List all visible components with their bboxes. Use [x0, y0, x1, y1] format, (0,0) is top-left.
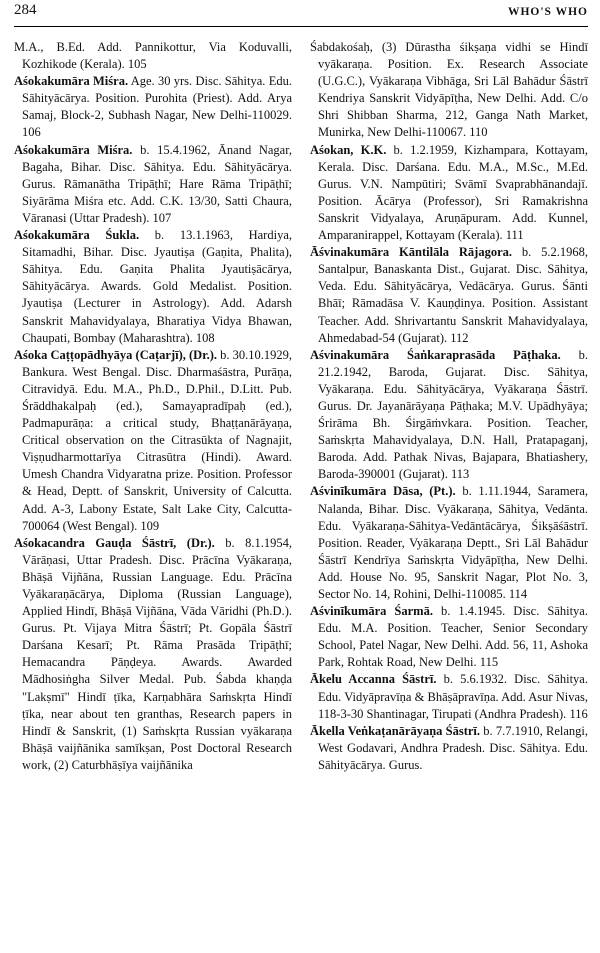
- entry-text: b. 1.11.1944, Saramera, Nalanda, Bihar. Disc. Vyākaraṇa, Sāhitya, Vedānta. Edu. Vyākaraṇa-Sāhitya-Vedāntācārya, Śikṣāśāstrī. Position. Reader, Vyākaraṇa Deptt., Sri Lāl Bahādur Śāstrī Kendrīya Saṁskṛta Vidyāpīṭha, New Delhi. Add. House No. 95, Sanskrit Nagar, Plot No. 3, Sector No. 14, Rohini, Delhi-110085.: [318, 484, 589, 601]
- directory-entry: [310, 142, 588, 245]
- directory-entry: [14, 347, 292, 535]
- entry-text: Śabdakośaḥ, (3) Dūrastha śikṣaṇa vidhi se Hindī vyākaraṇa. Position. Ex. Research Associate (U.G.C.), Vyākaraṇa Vibhāga, Sri Lāl Bahādur Śāstrī Kendriya Sanskrit Vidyāpīṭha, New Delhi. Add. C/o Shri Shibban Sharma, 212, Ganga Nath Market, Munirka, New Delhi-110067.: [310, 40, 588, 140]
- directory-entry: [310, 603, 588, 671]
- directory-entry: [310, 39, 588, 142]
- entry-number: 106: [22, 125, 41, 140]
- directory-entry: [14, 73, 292, 141]
- entry-name: Aśvinīkumāra Śarmā.: [310, 604, 433, 619]
- entry-name: Āśvinakumāra Kāntilāla Rājagora.: [310, 245, 513, 260]
- entry-number: 111: [505, 228, 524, 243]
- entry-name: Aśvinīkumāra Dāsa, (Pt.).: [310, 484, 456, 499]
- directory-entry: [310, 483, 588, 603]
- entry-name: Aśvinakumāra Śaṅkaraprasāda Pāṭhaka.: [310, 347, 561, 362]
- entry-text: M.A., B.Ed. Add. Pannikottur, Via Koduvalli, Kozhikode (Kerala).: [14, 40, 292, 72]
- directory-entry: [14, 39, 292, 73]
- entry-number: 116: [569, 706, 588, 721]
- running-head: WHO'S WHO: [507, 6, 588, 18]
- directory-entry: [14, 535, 292, 774]
- text-columns: [14, 39, 588, 774]
- entry-number: 109: [140, 518, 160, 533]
- entry-name: Aśokacandra Gauḍa Śāstrī, (Dr.).: [14, 535, 215, 550]
- entry-name: Ākella Veṅkaṭanārāyaṇa Śāstrī.: [310, 723, 481, 738]
- entry-number: 113: [450, 467, 470, 482]
- entry-number: 110: [469, 125, 488, 140]
- entry-text: b. 5.2.1968, Santalpur, Banaskanta Dist., Gujarat. Disc. Sāhitya, Veda. Edu. Sāhityācārya, Vedācārya. Gurus. Śānti Bhāī; Rāmadāsa V. Kauṇḍinya. Position. Assistant Teacher. Add. Shrivartantu Sanskrit Mahavidyalaya, Ahmedabad-54 (Gujarat).: [318, 245, 588, 345]
- entry-name: Aśokakumāra Miśra.: [14, 74, 129, 89]
- entry-number: 112: [450, 330, 469, 345]
- entry-text: b. 1.2.1959, Kizhampara, Kottayam, Kerala. Disc. Darśana. Edu. M.A., M.Sc., M.Ed. Gurus. V.N. Nampūtiri; Svāmī Svaprabhānandajī. Position. Ācārya (Professor), Sri Ramakrishna Sanskrit Vidyalaya, Aruṇāpuram. Add. Kunnel, Amparanirappel, Kottayam (Kerala).: [318, 142, 589, 243]
- entry-name: Aśokakumāra Śukla.: [14, 228, 140, 243]
- entry-number: 105: [127, 57, 147, 72]
- entry-text: Age. 30 yrs. Disc. Sāhitya. Edu. Sāhityācārya. Position. Purohita (Priest). Add. Arya Samaj, Block-2, Subhash Nagar, New Delhi-110029.: [22, 74, 292, 123]
- directory-entry: [310, 671, 588, 722]
- page-number: 284: [14, 2, 37, 18]
- directory-entry: [310, 347, 588, 484]
- entry-text: b. 15.4.1962, Ānand Nagar, Bagaha, Bihar. Disc. Sāhitya. Edu. Sāhityācārya. Gurus. Rāmanātha Tripāṭhī; Hare Rāma Tripāṭhī; Siyārāma Miśra etc. Add. C.K. 13/30, Satti Chaura, Vāranasi (Uttar Pradesh).: [22, 142, 292, 225]
- entry-name: Aśokan, K.K.: [310, 142, 387, 157]
- directory-entry: [14, 227, 292, 347]
- entry-text: b. 8.1.1954, Vārāṇasi, Uttar Pradesh. Disc. Prācīna Vyākaraṇa, Bhāṣā Vijñāna, Russian Language. Edu. Prācīna Vyākaraṇācārya, Diploma (Russian Language), Applied Hindī, Bhāṣā Vijñāna, Vāda Vāridhi (Ph.D.). Gurus. Pt. Vijaya Mitra Śāstrī; Pt. Gopāla Śāstrī Darśana Kesarī; Pt. Rāma Prasāda Tripāṭhī; Hemacandra Pāṇḍeya. Awards. Awarded Mādhosiṅgha Silver Medal. Pub. Śabda khaṇḍa "Lakṣmī" Hindī ṭīka, Karṇabhāra Saṁskṛta Hindī ṭīka, near about ten granthas, Research papers in Hindī & Sanskrit, (1) Saṁskṛta Russian vyākaraṇa Bhāṣā vaijñānika samīkṣan, Post Doctoral Research work, (2) Caturbhāṣīya vaijñānika: [22, 535, 293, 772]
- entry-text: b. 5.6.1932. Disc. Sāhitya. Edu. Vidyāpravīṇa & Bhāṣāpravīṇa. Add. Asur Nivas, 118-3-30 Shantinagar, Tirupati (Andhra Pradesh).: [318, 672, 588, 721]
- entry-text: b. 13.1.1963, Hardiya, Sitamadhi, Bihar. Disc. Jyautiṣa (Gaṇita, Phalita), Sāhitya. Edu. Gaṇita Phalita Jyautiṣācārya, Sāhityācārya. Awards. Gold Medalist. Position. Jyautiṣa (Lecturer in Astrology). Add. Adarsh Sanskrit Mahavidyalaya, Bharatiya Vidya Bhawan, Chaupati, Bombay (Maharashtra).: [22, 228, 292, 345]
- entry-number: 114: [508, 587, 528, 601]
- entry-number: 108: [195, 330, 215, 345]
- entry-text: b. 30.10.1929, Bankura. West Bengal. Disc. Dharmaśāstra, Purāṇa, Citravidyā. Edu. M.A., Ph.D., D.Phil., D.Litt. Pub. Śrāddhakalpaḥ (ed.), Samayapradīpaḥ (ed.), Padmapurāṇa: a critical study, Bhaṭṭanārāyaṇa, Critical observation on the Citrasūkta of Nagnajit, Viṣṇudharmottarīya Citrasūtra (Hindi). Award. Umesh Chandra Vidyaratna prize. Position. Professor & Head, Deptt. of Sanskrit, University of Calcutta. Add. A-3, Labony Estate, Salt Lake City, Calcutta-700064 (West Bengal).: [22, 347, 293, 533]
- right-column: [310, 39, 588, 774]
- entry-text: b. 7.7.1910, Relangi, West Godavari, Andhra Pradesh. Disc. Sāhitya. Edu. Sāhityācārya. Gurus.: [318, 723, 588, 772]
- directory-entry: [14, 142, 292, 227]
- entry-number: 107: [152, 210, 172, 225]
- entry-name: Aśoka Caṭṭopādhyāya (Caṭarjī), (Dr.).: [14, 347, 218, 362]
- entry-number: 115: [479, 655, 499, 670]
- entry-name: Aśokakumāra Miśra.: [14, 142, 133, 157]
- entry-text: b. 1.4.1945. Disc. Sāhitya. Edu. M.A. Position. Teacher, Senior Secondary School, Patel Nagar, New Delhi. Add. 56, 11, Ashoka Park, Rohtak Road, New Delhi.: [318, 604, 588, 670]
- entry-name: Ākelu Accanna Śāstrī.: [310, 672, 437, 687]
- entry-text: b. 21.2.1942, Baroda, Gujarat. Disc. Sāhitya, Vyākaraṇa. Edu. Sāhityācārya, Vyākaraṇa Śāstrī. Gurus. Dr. Jayanārāyaṇa Pāṭhaka; M.V. Upādhyāya; Śrirāma Bh. Śirgāṁvkara. Position. Teacher, Saṁskṛta Mahavidyalaya, D.N. Hall, Pratapaganj, Baroda. Add. Pathak Nivas, Bajapara, Bhatiashery, Baroda-390001 (Gujarat).: [318, 347, 589, 482]
- directory-entry: [310, 244, 588, 347]
- directory-entry: [310, 723, 588, 774]
- left-column: [14, 39, 292, 774]
- page-header: [14, 0, 588, 27]
